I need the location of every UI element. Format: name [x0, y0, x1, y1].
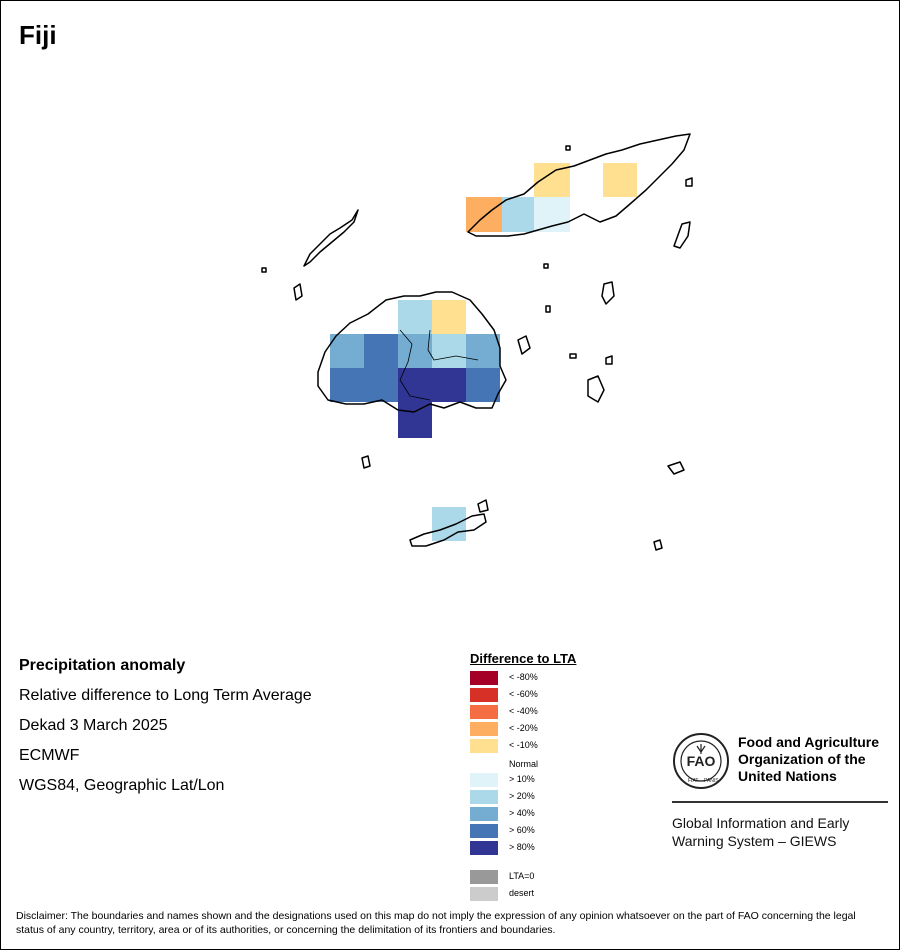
legend-swatch [470, 807, 498, 821]
legend-item: desert [470, 886, 576, 903]
coastline-island [294, 284, 302, 300]
grid-cell [466, 334, 500, 368]
legend-swatch [470, 790, 498, 804]
legend [470, 651, 576, 903]
coastline-island [546, 306, 550, 312]
info-line-3: ECMWF [19, 747, 80, 764]
info-heading: Precipitation anomaly [19, 657, 186, 674]
giews-text: Global Information and Early Warning System – GIEWS [672, 815, 850, 849]
legend-swatch [470, 688, 498, 702]
coastline-island [478, 500, 488, 512]
anomaly-grid [330, 163, 637, 541]
legend-item: < -10% [470, 738, 576, 755]
grid-cell [603, 163, 637, 197]
coastline-island [544, 264, 548, 268]
coastline-gau [588, 376, 604, 402]
grid-cell [364, 368, 398, 402]
info-line-1: Relative difference to Long Term Average [19, 687, 312, 704]
legend-item: > 10% [470, 772, 576, 789]
info-line-4: WGS84, Geographic Lat/Lon [19, 777, 225, 794]
legend-swatch [470, 870, 498, 884]
grid-cell [502, 197, 534, 232]
legend-swatch [470, 722, 498, 736]
divider [672, 801, 888, 803]
grid-cell [466, 197, 502, 232]
legend-swatch [470, 739, 498, 753]
legend-item: < -60% [470, 687, 576, 704]
coastline-island [566, 146, 570, 150]
legend-item: > 40% [470, 806, 576, 823]
grid-cell [398, 300, 432, 334]
info-line-2: Dekad 3 March 2025 [19, 717, 168, 734]
coastline-taveuni [674, 222, 690, 248]
legend-item: < -20% [470, 721, 576, 738]
grid-cell [330, 368, 364, 402]
coastline-koro [602, 282, 614, 304]
legend-swatch [470, 705, 498, 719]
svg-text:FIAT: FIAT [688, 778, 699, 784]
svg-text:PANIS: PANIS [704, 778, 719, 784]
coastline-island [654, 540, 662, 550]
grid-cell [398, 402, 432, 438]
legend-item: > 20% [470, 789, 576, 806]
coastline-island [570, 354, 576, 358]
grid-cell [466, 368, 500, 402]
grid-cell [432, 507, 466, 541]
legend-item: LTA=0 [470, 869, 576, 886]
legend-swatch [470, 841, 498, 855]
grid-cell [330, 334, 364, 368]
coastline-yasawa [304, 210, 358, 266]
coastline-island [262, 268, 266, 272]
map-info [19, 656, 312, 806]
coastline-lau-island [668, 462, 684, 474]
grid-cell [364, 334, 398, 368]
coastline-island [606, 356, 612, 364]
legend-swatch [470, 671, 498, 685]
legend-item: > 80% [470, 840, 576, 857]
coastline-island [686, 178, 692, 186]
legend-title: Difference to LTA [470, 651, 577, 666]
fao-name: Food and Agriculture Organization of the United Nations [738, 734, 880, 784]
coastline-beqa [362, 456, 370, 468]
legend-swatch [470, 773, 498, 787]
legend-item: < -40% [470, 704, 576, 721]
grid-cell [398, 334, 432, 368]
fao-seal-icon [672, 732, 730, 790]
map-title: Fiji [19, 20, 57, 50]
legend-item: > 60% [470, 823, 576, 840]
svg-text:FAO: FAO [686, 753, 716, 769]
disclaimer: Disclaimer: The boundaries and names shown and the designations used on this map do not imply the expression of any opinion whatsoever on the part of FAO concerning the legal status of any country, territory, area or of its authorities, or concerning the delimitation of its frontiers and boundaries. [16, 910, 856, 936]
coastline-ovalau [518, 336, 530, 354]
grid-cell [432, 334, 466, 368]
legend-swatch [470, 824, 498, 838]
legend-normal: Normal [509, 759, 539, 769]
legend-item: < -80% [470, 670, 576, 687]
grid-cell [432, 368, 466, 402]
grid-cell [432, 300, 466, 334]
legend-swatch [470, 887, 498, 901]
